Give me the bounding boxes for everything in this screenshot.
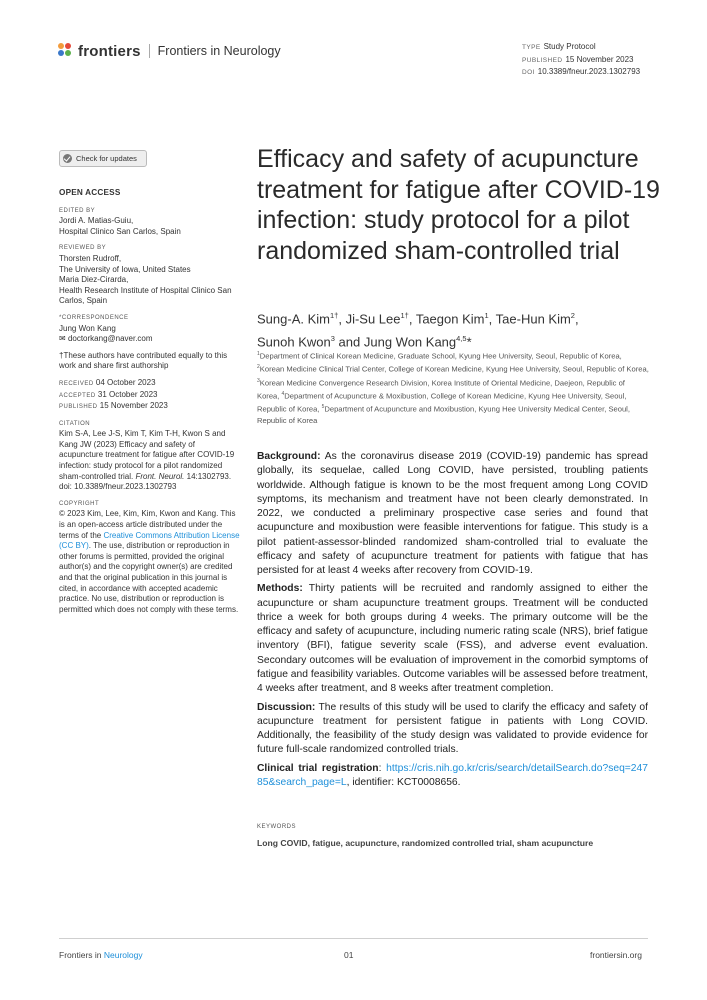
published-date: 15 November 2023 xyxy=(565,54,634,64)
keywords-label: KEYWORDS xyxy=(257,824,297,830)
citation-text xyxy=(59,429,241,493)
abstract-background xyxy=(257,450,648,578)
affiliation: Department of Acupuncture and Moxibustion, Kyung Hee University Medical Center, Seoul, Republic of Korea xyxy=(257,404,630,425)
discussion-heading: Discussion: xyxy=(257,701,316,713)
type-label: TYPE xyxy=(522,44,541,51)
frontiers-logo-icon xyxy=(58,43,74,59)
author-conjunction: and xyxy=(338,334,361,350)
citation-volume: 14:1302793. xyxy=(184,471,232,481)
affiliation: Department of Acupuncture & Moxibustion, College of Korean Medicine, Kyung Hee University, Seoul, Republic of Korea, xyxy=(257,391,627,414)
editor-affiliation: Hospital Clinico San Carlos, Spain xyxy=(59,226,181,236)
author-name[interactable]: Taegon Kim xyxy=(415,311,485,327)
footer-divider xyxy=(59,938,648,939)
reviewed-by-label: REVIEWED BY xyxy=(59,245,107,252)
article-type: Study Protocol xyxy=(543,42,596,51)
journal-name: Frontiers in Neurology xyxy=(157,44,281,58)
published-label: PUBLISHED xyxy=(522,56,563,64)
copyright-pre: © 2023 Kim, Lee, Kim, Kim, Kwon and Kang. This is an open-access article distributed under the terms of the xyxy=(59,509,236,540)
copyright-text xyxy=(59,509,241,615)
reviewer-name: Maria Diez-Cirarda, xyxy=(59,275,129,285)
copyright-post: . The use, distribution or reproduction in other forums is permitted, provided the original author(s) and the copyright owner(s) are credited and that the original publication in this journal is cited, in accordance with accepted academic practice. No use, distribution or reproduction is permitted which does not comply with these terms. xyxy=(59,541,239,614)
affiliation-sup: 2 xyxy=(257,364,260,371)
abstract-methods xyxy=(257,582,648,696)
methods-text: Thirty patients will be recruited and randomly assigned to either the acupuncture or sham acupuncture treatment groups. Treatment will be conducted thrice a week for both groups during 4 weeks. The primary outcome will be the efficacy and safety of acupuncture, including numeric rating scale (NRS), brief fatigue inventory (BFI), fatigue severity scale (FSS), and adverse event evaluation. Secondary outcomes will be evaluation of improvement in the comorbid symptoms of fatigue and feasibility variables. Outcome variables will be assessed before treatment, 4 weeks after treatment, and 8 weeks after treatment completion. xyxy=(257,583,648,695)
methods-heading: Methods: xyxy=(257,583,303,595)
correspondence-name: Jung Won Kang xyxy=(59,323,116,333)
author-name[interactable]: Sung-A. Kim xyxy=(257,311,330,327)
correspondence-label: *CORRESPONDENCE xyxy=(59,314,129,321)
logo-divider xyxy=(149,44,150,58)
registration-heading: Clinical trial registration xyxy=(257,762,379,774)
registration-colon: : xyxy=(378,762,387,774)
author-list: Sung-A. Kim$^{1\dagger}$, Ji-Su Lee$^{1\dagger}$, Taegon Kim$^1$, Tae-Hun Kim$^2$, Sunoh Kwon$^3$ and Jung Won Kang$^{4,5}$* xyxy=(257,311,579,350)
mail-icon: ✉ xyxy=(59,334,68,344)
correspondence-email[interactable]: doctorkang@naver.com xyxy=(67,334,153,344)
footer-journal xyxy=(59,950,143,960)
reviewer-affiliation: Health Research Institute of Hospital Clinico San Carlos, Spain xyxy=(59,285,232,306)
author-sup: 1† xyxy=(329,311,339,320)
citation-body: Kim S-A, Lee J-S, Kim T, Kim T-H, Kwon S and Kang JW (2023) Efficacy and safety of acupuncture treatment for fatigue after COVID-19 infection: study protocol for a pilot randomized sham-controlled trial. xyxy=(59,429,235,481)
citation-label: CITATION xyxy=(59,420,91,427)
sidebar xyxy=(59,188,241,615)
affiliation: Department of Clinical Korean Medicine, Graduate School, Kyung Hee University, Seoul, Republic of Korea, xyxy=(259,351,622,361)
citation-doi[interactable]: doi: 10.3389/fneur.2023.1302793 xyxy=(59,482,177,492)
check-icon xyxy=(63,154,72,163)
affiliation-sup: 3 xyxy=(257,377,260,384)
accepted-label: ACCEPTED xyxy=(59,392,96,399)
background-text: As the coronavirus disease 2019 (COVID-19) pandemic has spread globally, its sequelae, called Long COVID, have persisted, troubling patients worldwide. Although fatigue is known to be the most frequent among Long COVID symptoms, its mechanism and treatment have not been clearly demonstrated. In 2022, we conducted a preliminary prospective case series and found that acupuncture and moxibustion were feasible interventions for fatigue. This study is a pilot patient-assessor-blinded randomized sham-controlled trial to evaluate the efficacy and safety of acupuncture treatment for patients with fatigue that has persisted for at least 4 weeks after recovery from COVID-19. xyxy=(257,451,648,576)
accepted-date: 31 October 2023 xyxy=(97,389,158,399)
author-sup: 1† xyxy=(400,311,409,320)
doi-label: DOI xyxy=(522,69,535,76)
citation-journal: Front. Neurol. xyxy=(135,471,185,481)
affiliation: Korean Medicine Convergence Research Division, Korea Institute of Oriental Medicine, Daejeon, Republic of Korea, xyxy=(257,378,625,401)
footer-journal-link[interactable]: Neurology xyxy=(103,950,143,960)
abstract xyxy=(257,450,648,795)
article-meta xyxy=(522,41,640,79)
published-date: 15 November 2023 xyxy=(99,401,168,411)
registration-link[interactable]: https://cris.nih.go.kr/cris/search/detailSearch.do?seq=24785&search_page=L xyxy=(257,762,648,789)
footer-journal-prefix: Frontiers in xyxy=(59,950,104,960)
discussion-text: The results of this study will be used to clarify the efficacy and safety of acupuncture treatment for persistent fatigue in patients with Long COVID. Additionally, the feasibility of the study design was validated to provide evidence for future full-scale randomized controlled trials. xyxy=(257,701,648,756)
check-for-updates-label: Check for updates xyxy=(76,154,137,163)
brand-name: frontiers xyxy=(78,42,141,60)
published-label: PUBLISHED xyxy=(59,404,98,411)
page-number: 01 xyxy=(344,950,354,960)
check-for-updates-button[interactable] xyxy=(59,150,147,167)
abstract-registration xyxy=(257,762,648,791)
author-name[interactable]: Jung Won Kang xyxy=(363,334,457,350)
registration-id: , identifier: KCT0008656. xyxy=(346,777,461,789)
author-name[interactable]: Tae-Hun Kim xyxy=(495,311,571,327)
cc-license-link[interactable]: Creative Commons Attribution License (CC BY) xyxy=(59,530,240,551)
equal-contribution-note: †These authors have contributed equally to this work and share first authorship xyxy=(59,350,228,371)
reviewer-name: Thorsten Rudroff, xyxy=(59,253,122,263)
affiliation: Korean Medicine Clinical Trial Center, College of Korean Medicine, Kyung Hee University, Seoul, Republic of Korea, xyxy=(259,364,649,374)
author-name[interactable]: Ji-Su Lee xyxy=(345,311,401,327)
edited-by-label: EDITED BY xyxy=(59,207,96,214)
received-label: RECEIVED xyxy=(59,380,94,387)
author-sup: 2 xyxy=(570,311,575,320)
article-title: Efficacy and safety of acupuncture treatment for fatigue after COVID-19 infection: study protocol for a pilot randomized sham-controlled trial xyxy=(257,145,660,265)
affiliation-sup: 1 xyxy=(257,351,260,357)
author-sup: 3 xyxy=(330,333,335,343)
author-name[interactable]: Sunoh Kwon xyxy=(257,334,331,350)
doi-value[interactable]: 10.3389/fneur.2023.1302793 xyxy=(537,67,641,76)
copyright-label: COPYRIGHT xyxy=(59,500,100,507)
affiliations xyxy=(257,349,649,426)
background-heading: Background: xyxy=(257,451,321,462)
author-sup: 1 xyxy=(484,311,489,320)
keywords: Long COVID, fatigue, acupuncture, randomized controlled trial, sham acupuncture xyxy=(257,838,594,848)
abstract-discussion xyxy=(257,701,648,758)
reviewer-affiliation: The University of Iowa, United States xyxy=(59,264,191,274)
correspondence-email-row[interactable] xyxy=(59,334,241,345)
frontiers-logo[interactable] xyxy=(58,40,281,62)
received-date: 04 October 2023 xyxy=(95,377,156,387)
author-sup: 4,5 xyxy=(456,333,467,343)
editor-name: Jordi A. Matias-Guiu, xyxy=(59,216,134,226)
open-access-label: OPEN ACCESS xyxy=(59,188,121,197)
footer-site-link[interactable]: frontiersin.org xyxy=(590,950,642,960)
affiliation-sup: 5 xyxy=(321,404,325,411)
affiliation-sup: 4 xyxy=(281,390,285,397)
